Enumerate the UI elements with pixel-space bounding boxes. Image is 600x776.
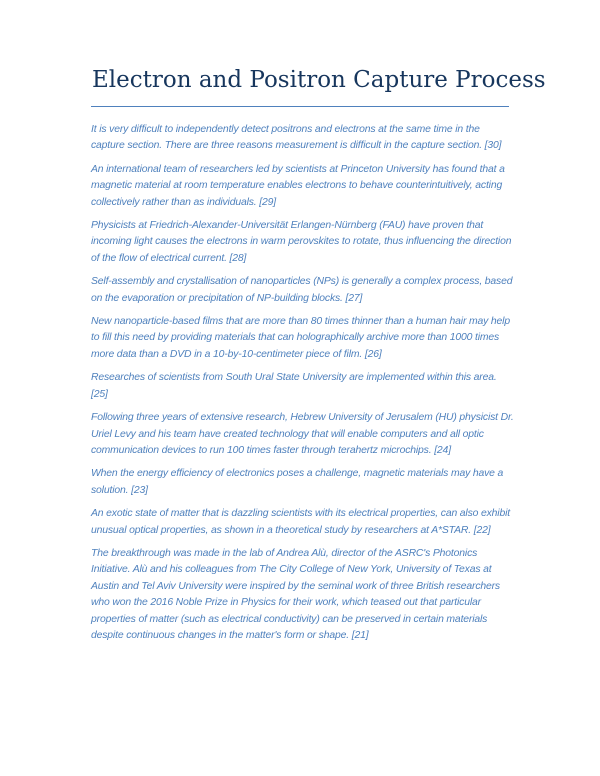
- paragraph-2: An international team of researchers led by scientists at Princeton University has found that a magnetic material at room temperature enables electrons to behave counterintuitively, acting collectively rather than as individuals. [29]: [91, 163, 505, 208]
- paragraph-4: Self-assembly and crystallisation of nanoparticles (NPs) is generally a complex process, based on the evaporation or precipitation of NP-building blocks. [27]: [91, 276, 513, 304]
- page-title: Electron and Positron Capture Process: [92, 67, 546, 93]
- paragraph-1: It is very difficult to independently detect positrons and electrons at the same time in the capture section. There are three reasons measurement is difficult in the capture section. [30]: [91, 124, 502, 152]
- paragraph-8: When the energy efficiency of electronics poses a challenge, magnetic materials may have a solution. [23]: [91, 468, 504, 496]
- paragraph-9: An exotic state of matter that is dazzling scientists with its electrical properties, can also exhibit unusual optical properties, as shown in a theoretical study by researchers at A*STAR. [22]: [91, 508, 510, 536]
- paragraph-6: Researches of scientists from South Ural State University are implemented within this area. [25]: [91, 372, 497, 400]
- paragraph-5: New nanoparticle-based films that are more than 80 times thinner than a human hair may help to fill this need by providing materials that can holographically archive more than 1000 times more data than a DVD in a 10-by-10-centimeter piece of film. [26]: [91, 316, 510, 360]
- paragraph-7: Following three years of extensive research, Hebrew University of Jerusalem (HU) physicist Dr. Uriel Levy and his team have created technology that will enable computers and all optic communication devices to run 100 times faster through terahertz microchips. [24]: [91, 412, 514, 456]
- paragraph-10: The breakthrough was made in the lab of Andrea Alù, director of the ASRC's Photonics Initiative. Alù and his colleagues from The City College of New York, University of Texas at Austin and Tel Aviv University were inspired by the seminal work of three British researchers who won the 2016 Noble Prize in Physics for their work, which teased out that particular properties of matter (such as electrical conductivity) can be preserved in certain materials despite continuous changes in the matter's form or shape. [21]: [91, 547, 500, 641]
- abstract-body: [91, 122, 515, 651]
- paragraph-3: Physicists at Friedrich-Alexander-Universität Erlangen-Nürnberg (FAU) have proven that incoming light causes the electrons in warm perovskites to rotate, thus influencing the direction of the flow of electrical current. [28]: [91, 220, 512, 264]
- title-underline: [91, 106, 509, 107]
